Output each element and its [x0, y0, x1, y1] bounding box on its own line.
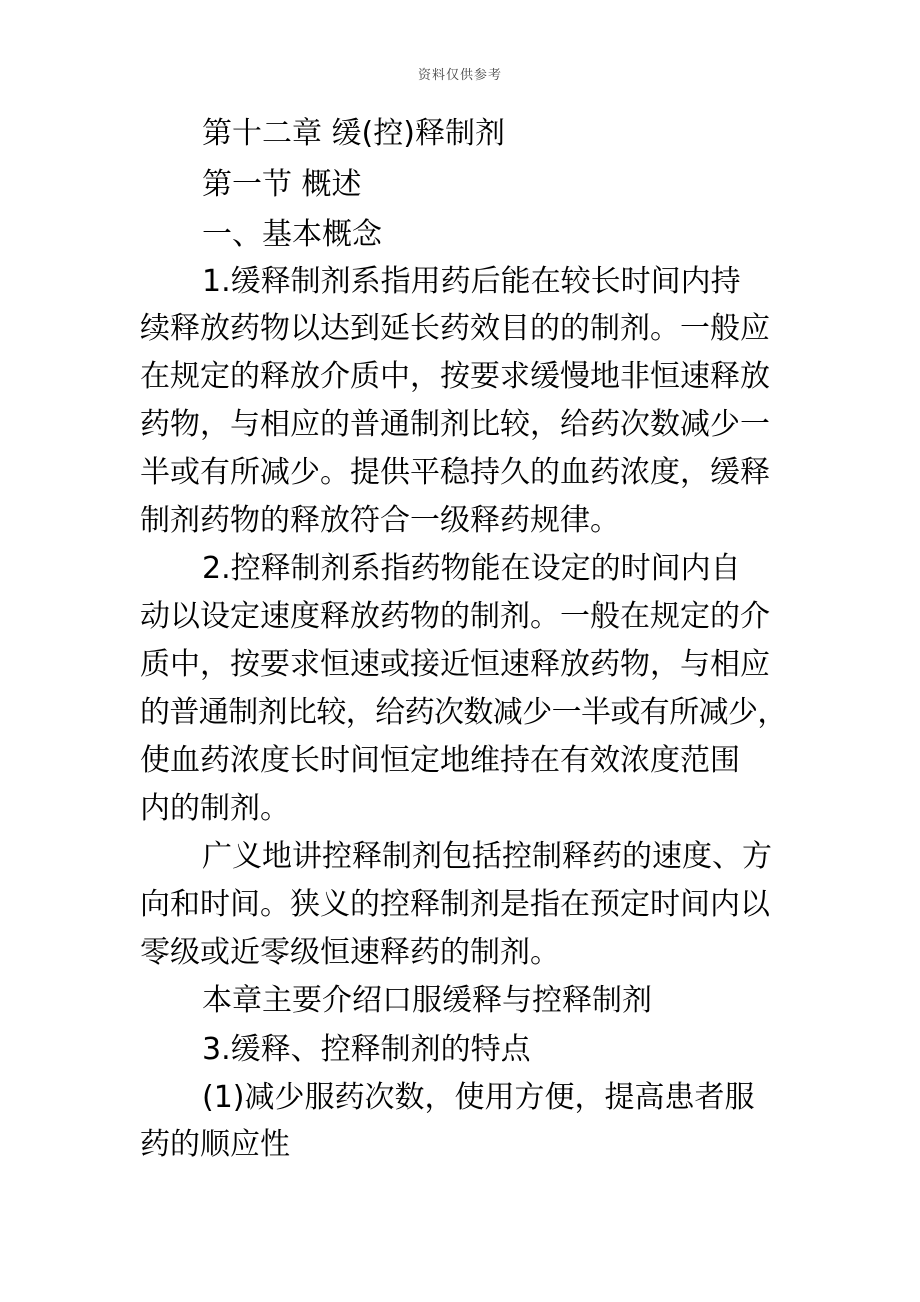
paragraph-line: 动以设定速度释放药物的制剂。一般在规定的介	[140, 599, 770, 634]
paragraph-line: 向和时间。狭义的控释制剂是指在预定时间内以	[140, 887, 770, 922]
chapter-title: 第十二章 缓(控)释制剂	[202, 116, 505, 151]
paragraph-line: 2.控释制剂系指药物能在设定的时间内自	[202, 551, 741, 586]
page-header-note: 资料仅供参考	[417, 68, 502, 83]
paragraph-line: 的普通制剂比较，给药次数减少一半或有所减少，	[140, 695, 787, 730]
paragraph-line: 在规定的释放介质中，按要求缓慢地非恒速释放	[140, 359, 770, 394]
paragraph-line: 本章主要介绍口服缓释与控释制剂	[202, 983, 652, 1018]
paragraph-line: 内的制剂。	[140, 791, 290, 826]
paragraph-line: 零级或近零级恒速释药的制剂。	[140, 935, 560, 970]
paragraph-line: 续释放药物以达到延长药效目的的制剂。一般应	[140, 311, 770, 346]
paragraph-line: 使血药浓度长时间恒定地维持在有效浓度范围	[140, 743, 740, 778]
list-item: (1)减少服药次数，使用方便，提高患者服	[202, 1080, 755, 1115]
list-item-continuation: 药的顺应性	[140, 1127, 290, 1162]
subsection-heading: 3.缓释、控释制剂的特点	[202, 1032, 531, 1067]
paragraph-line: 广义地讲控释制剂包括控制释药的速度、方	[202, 839, 772, 874]
paragraph-line: 制剂药物的释放符合一级释药规律。	[140, 503, 620, 538]
paragraph-line: 药物，与相应的普通制剂比较，给药次数减少一	[140, 407, 770, 442]
subsection-title: 一、基本概念	[202, 217, 382, 252]
paragraph-line: 1.缓释制剂系指用药后能在较长时间内持	[202, 264, 741, 299]
paragraph-line: 半或有所减少。提供平稳持久的血药浓度，缓释	[140, 455, 770, 490]
section-title: 第一节 概述	[202, 167, 362, 202]
paragraph-line: 质中，按要求恒速或接近恒速释放药物，与相应	[140, 647, 770, 682]
